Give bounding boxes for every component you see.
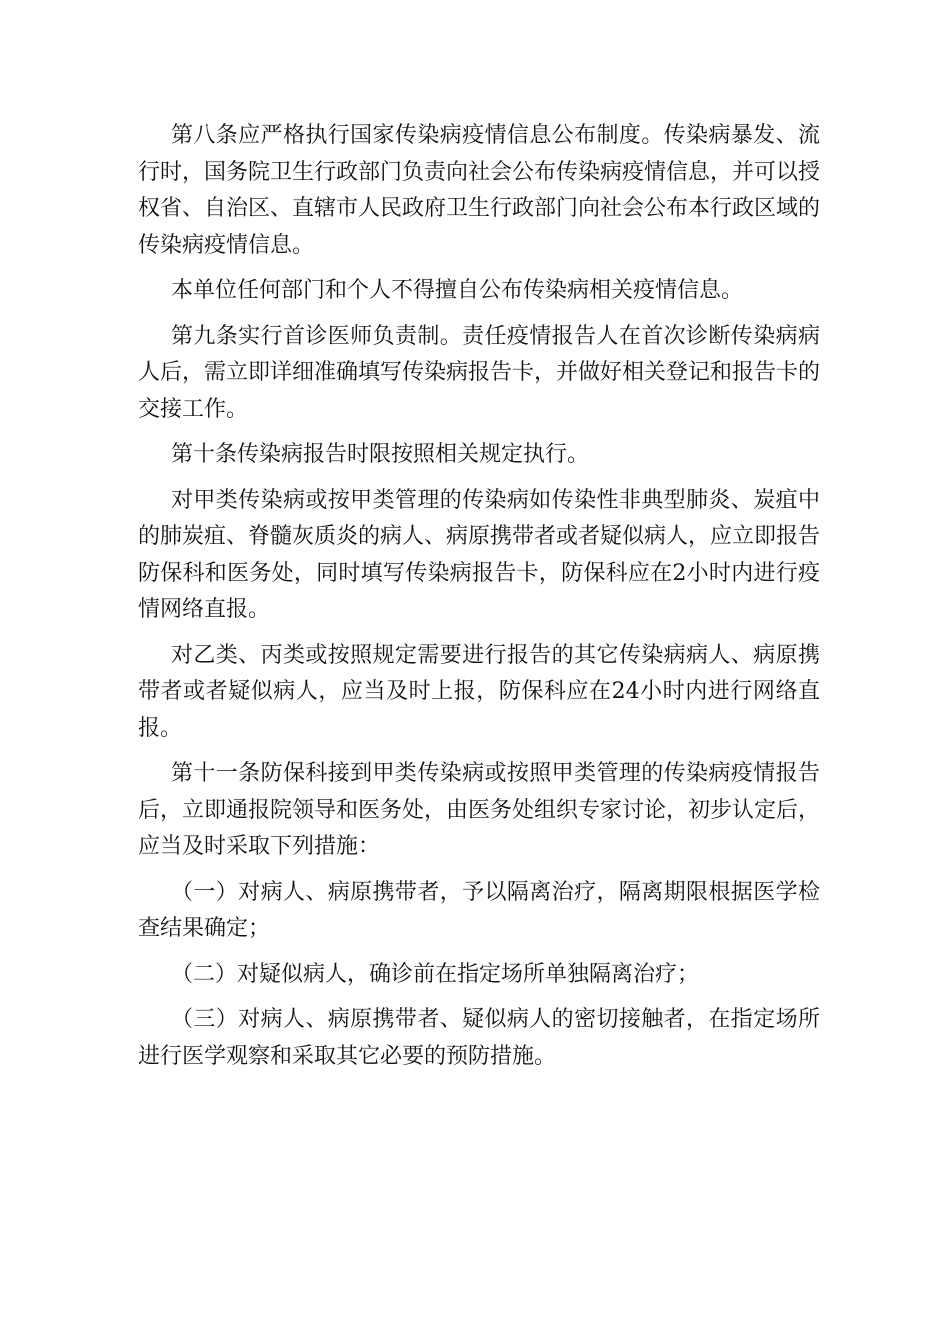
- paragraph-measure-1: （一）对病人、病原携带者，予以隔离治疗，隔离期限根据医学检查结果确定；: [138, 879, 820, 941]
- document-page: [138, 118, 820, 1084]
- paragraph-measure-3: （三）对病人、病原携带者、疑似病人的密切接触者，在指定场所进行医学观察和采取其它必要的预防措施。: [138, 1007, 820, 1069]
- paragraph-article-11: 第十一条防保科接到甲类传染病或按照甲类管理的传染病疫情报告后，立即通报院领导和医务处，由医务处组织专家讨论，初步认定后，应当及时采取下列措施：: [138, 761, 821, 859]
- paragraph-class-b-c-reporting: 对乙类、丙类或按照规定需要进行报告的其它传染病病人、病原携带者或者疑似病人，应当及时上报，防保科应在24小时内进行网络直报。: [138, 642, 820, 741]
- paragraph-class-a-reporting: 对甲类传染病或按甲类管理的传染病如传染性非典型肺炎、炭疽中的肺炭疽、脊髓灰质炎的病人、病原携带者或者疑似病人，应立即报告防保科和医务处，同时填写传染病报告卡，防保科应在2小时内进行疫情网络直报。: [138, 487, 821, 622]
- paragraph-article-10: 第十条传染病报告时限按照相关规定执行。: [171, 442, 590, 467]
- paragraph-article-9: 第九条实行首诊医师负责制。责任疫情报告人在首次诊断传染病病人后，需立即详细准确填写传染病报告卡，并做好相关登记和报告卡的交接工作。: [138, 323, 821, 422]
- paragraph-no-unauthorized-disclosure: 本单位任何部门和个人不得擅自公布传染病相关疫情信息。: [171, 278, 744, 303]
- paragraph-measure-2: （二）对疑似病人，确诊前在指定场所单独隔离治疗；: [171, 961, 700, 987]
- paragraph-article-8: 第八条应严格执行国家传染病疫情信息公布制度。传染病暴发、流行时，国务院卫生行政部门负责向社会公布传染病疫情信息，并可以授权省、自治区、直辖市人民政府卫生行政部门向社会公布本行政区域的传染病疫情信息。: [138, 123, 821, 258]
